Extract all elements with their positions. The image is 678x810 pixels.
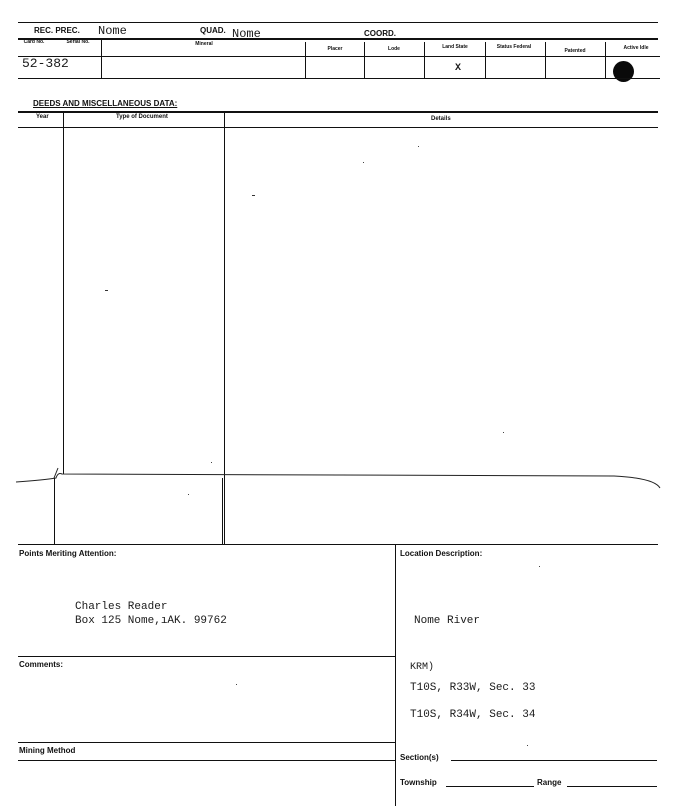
col-active-idle: Active Idle — [623, 45, 649, 51]
col-type-of-document: Type of Document — [116, 114, 168, 120]
lower-vertical-divider — [395, 544, 396, 806]
scan-speck — [527, 745, 528, 746]
rec-prec-label: REC. PREC. — [34, 26, 80, 35]
deeds-lower-divider — [54, 478, 55, 544]
col-lode: Lode — [388, 46, 400, 52]
scan-speck — [539, 566, 540, 567]
col-serial-no: Serial No. — [66, 39, 90, 45]
scan-speck — [188, 494, 189, 495]
col-year: Year — [36, 114, 49, 120]
points-meriting-label: Points Meriting Attention: — [19, 549, 117, 558]
township-label: Township — [400, 778, 437, 787]
header-bottom-rule — [18, 78, 660, 79]
location-river: Nome River — [414, 615, 481, 627]
col-land-state: Land State — [442, 44, 468, 50]
scan-speck — [503, 432, 504, 433]
col-placer: Placer — [327, 46, 343, 52]
location-meridian: KRM) — [410, 662, 435, 673]
range-field[interactable] — [567, 786, 657, 787]
location-line-1: T10S, R33W, Sec. 33 — [410, 682, 536, 694]
scan-speck — [211, 462, 212, 463]
scan-speck — [252, 195, 255, 196]
divider-lode — [364, 42, 365, 78]
card-number-value: 52-382 — [22, 56, 69, 71]
deeds-section-title: DEEDS AND MISCELLANEOUS DATA: — [33, 99, 178, 108]
divider-federal — [485, 42, 486, 78]
comments-top-rule — [18, 656, 395, 657]
col-mineral: Mineral — [195, 41, 213, 47]
quad-label: QUAD. — [200, 26, 226, 35]
col-details: Details — [431, 116, 451, 122]
scan-speck — [105, 290, 108, 291]
divider-placer — [305, 42, 306, 78]
land-state-mark: X — [455, 63, 462, 74]
points-line-2: Box 125 Nome,ıAK. 99762 — [75, 615, 227, 627]
divider-mineral — [101, 38, 102, 78]
header-rule-3 — [18, 56, 660, 57]
quad-value: Nome — [232, 27, 261, 41]
deeds-header-rule — [18, 127, 658, 128]
col-card-no: Card No. — [23, 39, 45, 45]
rec-prec-value: Nome — [98, 24, 127, 38]
comments-label: Comments: — [19, 660, 64, 669]
range-label: Range — [537, 778, 562, 787]
divider-active — [605, 42, 606, 78]
section-label: Section(s) — [400, 753, 439, 762]
scan-speck — [236, 684, 237, 685]
location-description-label: Location Description: — [400, 549, 483, 558]
section-field[interactable] — [451, 760, 657, 761]
deeds-top-rule — [18, 111, 658, 113]
coord-label: COORD. — [364, 29, 396, 38]
deeds-divider-year — [63, 112, 64, 474]
points-line-1: Charles Reader — [75, 601, 168, 613]
divider-land — [424, 42, 425, 78]
location-line-2: T10S, R34W, Sec. 34 — [410, 709, 536, 721]
header-rule-2 — [18, 38, 658, 40]
mining-field-rule — [18, 760, 395, 761]
header-top-rule — [18, 22, 658, 23]
col-status-federal: Status Federal — [496, 44, 532, 50]
township-field[interactable] — [446, 786, 534, 787]
col-patented: Patented — [564, 48, 586, 54]
scan-speck — [363, 162, 364, 163]
divider-patented — [545, 42, 546, 78]
deeds-lower-divider-2 — [222, 478, 223, 544]
mining-method-label: Mining Method — [19, 746, 76, 755]
deeds-bottom-rule — [18, 544, 658, 545]
scan-speck — [418, 146, 419, 147]
fold-line — [14, 466, 664, 494]
mining-top-rule — [18, 742, 395, 743]
